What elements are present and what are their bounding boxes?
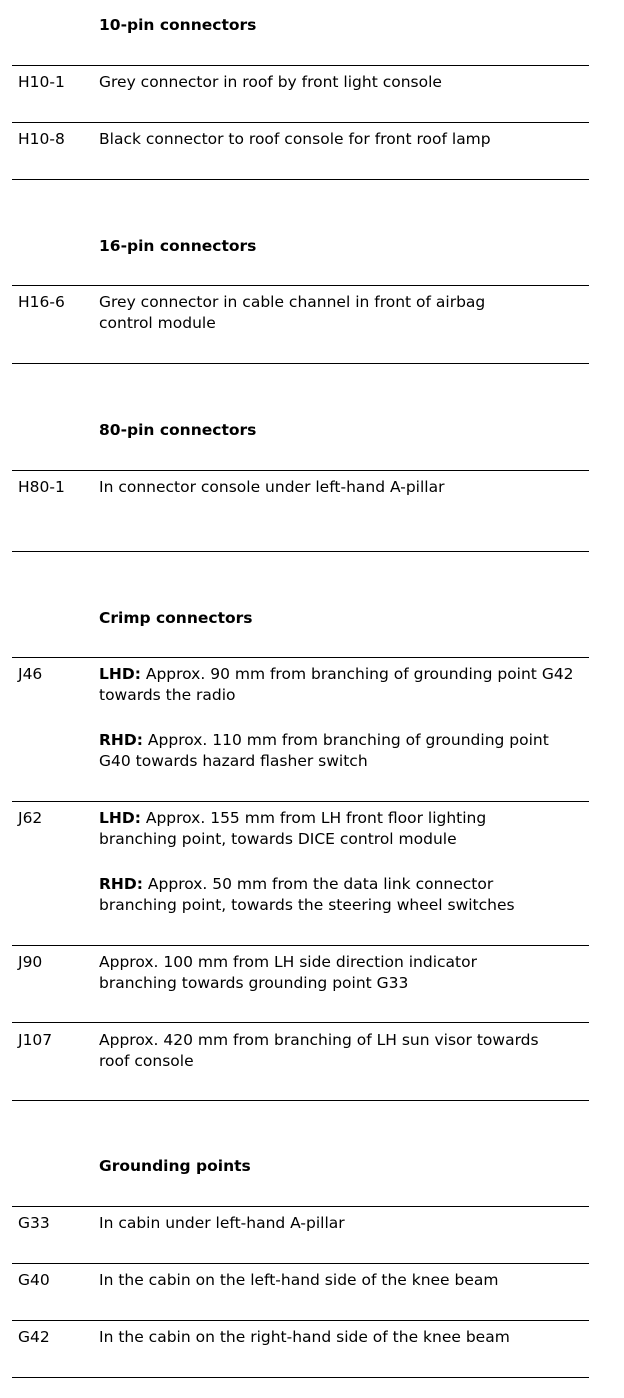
lhd-text: Approx. 90 mm from branching of grounding point G42 towards the radio — [99, 665, 574, 704]
connector-code: J107 — [18, 1031, 53, 1049]
rhd-label: RHD: — [99, 875, 143, 893]
connector-description — [99, 664, 589, 772]
connector-description: Grey connector in cable channel in front of airbag control module — [99, 293, 486, 332]
divider — [12, 801, 589, 802]
grounding-description: In cabin under left-hand A-pillar — [99, 1214, 345, 1232]
rhd-text: Approx. 110 mm from branching of grounding point G40 towards hazard flasher switch — [99, 731, 549, 770]
divider — [12, 1263, 589, 1264]
grounding-code: G33 — [18, 1214, 50, 1232]
connector-code: J46 — [18, 665, 43, 683]
grounding-code: G40 — [18, 1271, 50, 1289]
section-heading-16-pin: 16-pin connectors — [99, 237, 257, 255]
divider — [12, 179, 589, 180]
connector-description: Approx. 100 mm from LH side direction indicator branching towards grounding point G33 — [99, 953, 477, 992]
divider — [12, 65, 589, 66]
divider — [12, 551, 589, 552]
section-heading-80-pin: 80-pin connectors — [99, 421, 257, 439]
divider — [12, 122, 589, 123]
connector-code: H10-8 — [18, 130, 65, 148]
rhd-text: Approx. 50 mm from the data link connector branching point, towards the steering wheel switches — [99, 875, 515, 914]
divider — [12, 470, 589, 471]
connector-description: Approx. 420 mm from branching of LH sun visor towards roof console — [99, 1031, 539, 1070]
divider — [12, 285, 589, 286]
divider — [12, 657, 589, 658]
connector-code: H16-6 — [18, 293, 65, 311]
divider — [12, 363, 589, 364]
connector-code: H80-1 — [18, 478, 65, 496]
section-heading-grounding: Grounding points — [99, 1157, 251, 1175]
grounding-description: In the cabin on the left-hand side of the knee beam — [99, 1271, 499, 1289]
section-heading-crimp: Crimp connectors — [99, 609, 253, 627]
connector-code: J62 — [18, 809, 43, 827]
connector-description: In connector console under left-hand A-pillar — [99, 478, 445, 496]
lhd-label: LHD: — [99, 809, 141, 827]
connector-description: Black connector to roof console for front roof lamp — [99, 130, 491, 148]
connector-code: J90 — [18, 953, 43, 971]
divider — [12, 1377, 589, 1378]
grounding-description: In the cabin on the right-hand side of the knee beam — [99, 1328, 510, 1346]
divider — [12, 945, 589, 946]
divider — [12, 1100, 589, 1101]
connector-description: Grey connector in roof by front light console — [99, 73, 442, 91]
divider — [12, 1022, 589, 1023]
connector-code: H10-1 — [18, 73, 65, 91]
divider — [12, 1206, 589, 1207]
grounding-code: G42 — [18, 1328, 50, 1346]
divider — [12, 1320, 589, 1321]
lhd-text: Approx. 155 mm from LH front floor lighting branching point, towards DICE control module — [99, 809, 487, 848]
lhd-label: LHD: — [99, 665, 141, 683]
rhd-label: RHD: — [99, 731, 143, 749]
section-heading-10-pin: 10-pin connectors — [99, 16, 257, 34]
connector-description — [99, 808, 569, 916]
